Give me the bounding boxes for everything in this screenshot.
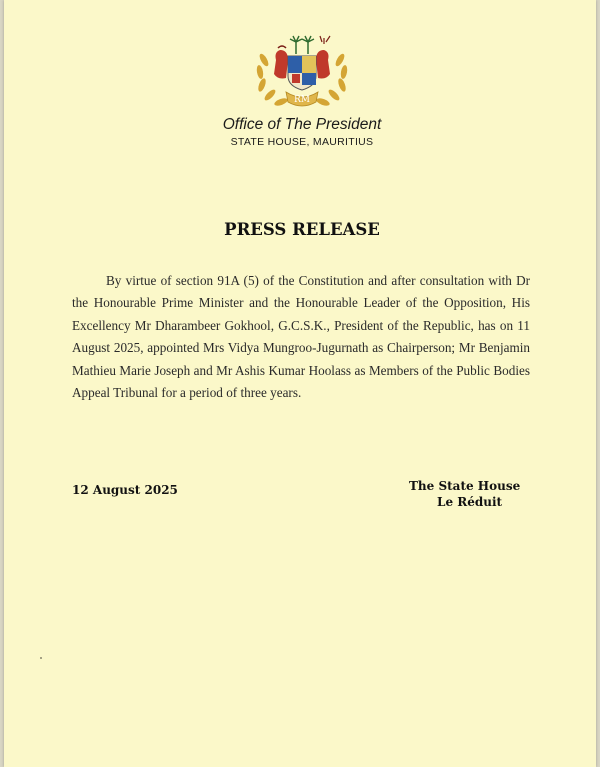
place-line-2: Le Réduit xyxy=(437,495,503,509)
press-release-heading: PRESS RELEASE xyxy=(224,220,380,239)
coat-of-arms-emblem xyxy=(250,30,354,110)
release-place xyxy=(409,478,520,510)
press-release-body: By virtue of section 91A (5) of the Constitution and after consultation with Dr the Honourable Prime Minister and the Honourable Leader of the Opposition, His Excellency Mr Dharambeer Gokhool, G.C.S.K., President of the Republic, has on 11 August 2025, appointed Mrs Vidya Mungroo-Jugurnath as Chairperson; Mr Benjamin Mathieu Marie Joseph and Mr Ashis Kumar Hoolass as Members of the Public Bodies Appeal Tribunal for a period of three years. xyxy=(72,273,530,401)
place-line-1: The State House xyxy=(409,479,521,493)
paper-speck xyxy=(40,657,42,659)
office-address: STATE HOUSE, MAURITIUS xyxy=(230,136,374,148)
office-title: Office of The President xyxy=(222,116,382,133)
emblem-monogram: RM xyxy=(294,95,310,105)
document-page xyxy=(4,0,596,767)
release-date: 12 August 2025 xyxy=(72,483,178,497)
